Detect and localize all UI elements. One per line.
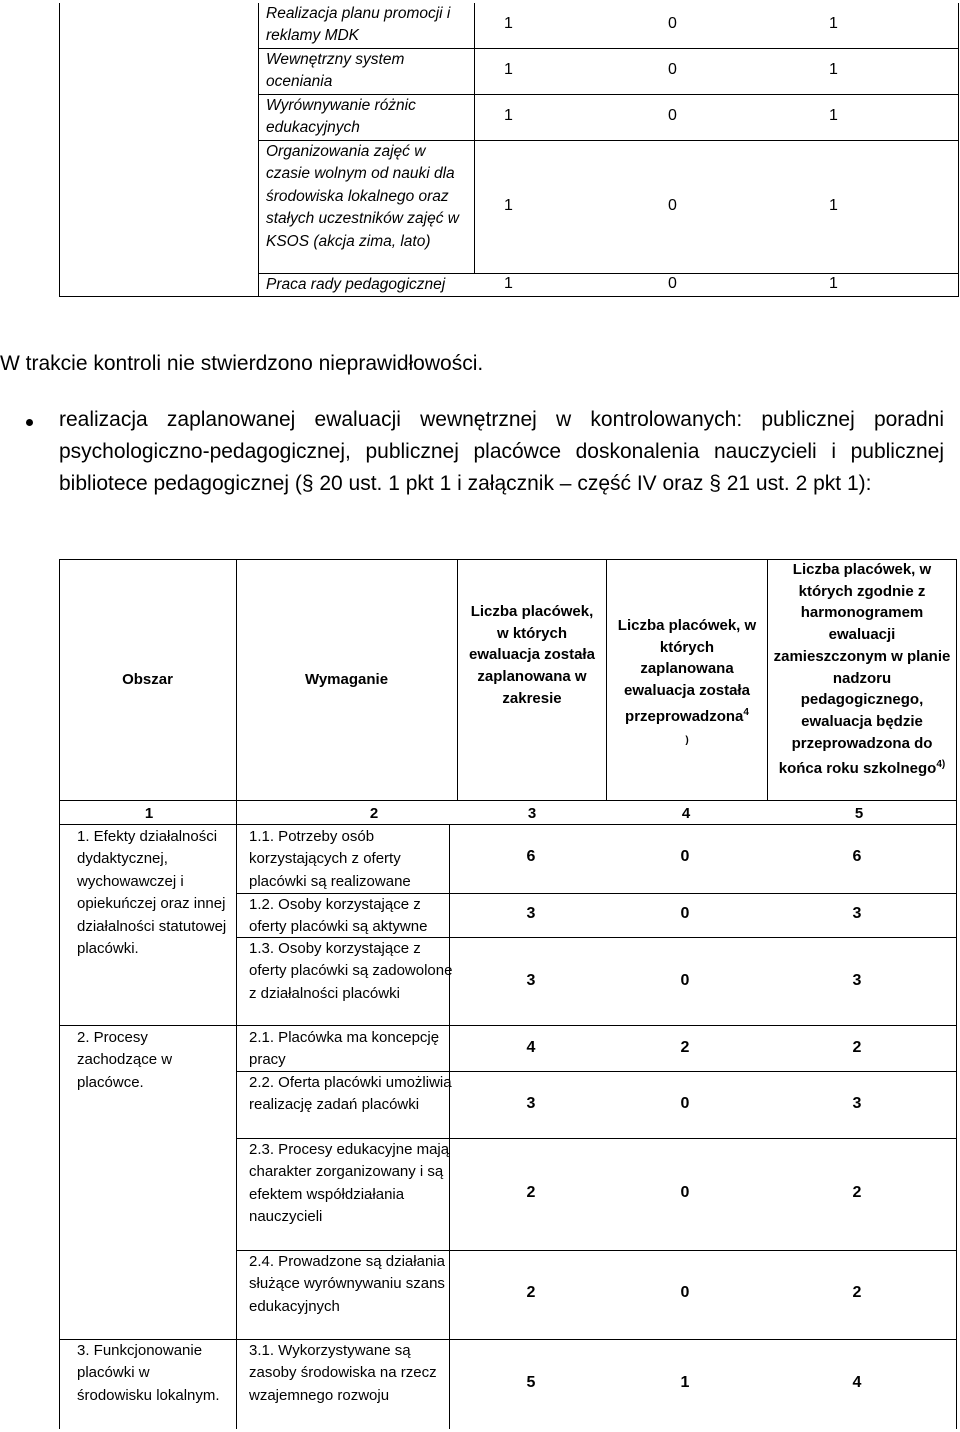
column-number: 1	[144, 805, 154, 822]
value-planned: 6	[526, 848, 536, 865]
top-row-value: 1	[504, 197, 513, 214]
area-cell: 2. Procesy zachodzące w placówce.	[77, 1029, 173, 1091]
top-row-value: 1	[504, 107, 513, 124]
top-row-value: 1	[829, 61, 838, 78]
value-conducted: 0	[680, 1184, 690, 1201]
column-divider	[457, 559, 458, 800]
value-to-conduct: 6	[852, 848, 862, 865]
top-row-label: Organizowania zajęć w czasie wolnym od nauki dla środowiska lokalnego oraz stałych uczestników zajęć w KSOS (akcja zima, lato)	[266, 143, 459, 250]
top-table-row	[259, 141, 958, 274]
value-conducted: 1	[680, 1374, 690, 1391]
footnote-ref: 4)	[936, 759, 946, 771]
value-to-conduct: 2	[852, 1184, 862, 1201]
value-planned: 3	[526, 1095, 536, 1112]
top-row-value: 0	[668, 107, 677, 124]
requirement-cell: 1.1. Potrzeby osób korzystających z oferty placówki są realizowane	[249, 828, 411, 890]
value-to-conduct: 3	[852, 1095, 862, 1112]
row-divider	[59, 824, 957, 825]
bullet-icon	[26, 419, 33, 426]
top-table-row	[259, 3, 958, 48]
area-cell: 3. Funkcjonowanie placówki w środowisku lokalnym.	[77, 1342, 220, 1404]
evaluation-paragraph: realizacja zaplanowanej ewaluacji wewnętrznej w kontrolowanych: publicznej poradni psychologiczno-pedagogicznej, publicznej placówce doskonalenia nauczycieli i publicznej bibliotece pedagogicznej (§ 20 ust. 1 pkt 1 i załącznik – część IV oraz § 21 ust. 2 pkt 1):	[59, 408, 944, 495]
top-row-label: Wyrównywanie różnic edukacyjnych	[266, 97, 416, 137]
top-row-value: 1	[829, 275, 838, 292]
requirement-cell: 2.3. Procesy edukacyjne mają charakter zorganizowany i są efektem współdziałania nauczycieli	[249, 1141, 450, 1226]
top-row-value: 0	[668, 61, 677, 78]
top-evaluation-table	[59, 3, 959, 297]
row-divider	[59, 800, 957, 801]
top-table-row	[259, 274, 958, 296]
value-planned: 4	[526, 1039, 536, 1056]
header-obszar: Obszar	[122, 671, 173, 688]
value-planned: 5	[526, 1374, 536, 1391]
column-divider	[606, 559, 607, 800]
requirement-cell: 2.1. Placówka ma koncepcję pracy	[249, 1029, 440, 1069]
header-wymaganie: Wymaganie	[304, 671, 389, 688]
requirement-cell: 1.2. Osoby korzystające z oferty placówki są aktywne	[249, 896, 428, 936]
top-row-value: 1	[504, 275, 513, 292]
column-number: 3	[527, 805, 537, 822]
header-to-conduct-text: Liczba placówek, w których zgodnie z harmonogramem ewaluacji zamieszczonym w planie nadzoru pedagogicznego, ewaluacja będzie przeprowadzona do końca roku szkolnego	[773, 561, 951, 778]
value-to-conduct: 2	[852, 1284, 862, 1301]
value-conducted: 0	[680, 972, 690, 989]
header-conducted	[612, 615, 762, 751]
value-planned: 3	[526, 972, 536, 989]
value-planned: 2	[526, 1184, 536, 1201]
row-divider	[59, 1025, 237, 1026]
area-cell: 1. Efekty działalności dydaktycznej, wychowawczej i opiekuńczej oraz innej działalności statutowej placówki.	[77, 828, 227, 958]
value-planned: 2	[526, 1284, 536, 1301]
value-conducted: 2	[680, 1039, 690, 1056]
top-row-value: 0	[668, 197, 677, 214]
value-conducted: 0	[680, 905, 690, 922]
top-row-label: Wewnętrzny system oceniania	[266, 51, 405, 91]
value-to-conduct: 2	[852, 1039, 862, 1056]
table-border	[956, 559, 957, 1429]
column-divider	[236, 800, 237, 1429]
evaluation-summary-table	[59, 559, 957, 1429]
control-statement: W trakcie kontroli nie stwierdzono nieprawidłowości.	[0, 352, 484, 375]
top-row-value: 0	[668, 15, 677, 32]
footnote-ref-close: )	[685, 734, 689, 746]
requirement-cell: 2.2. Oferta placówki umożliwia realizację zadań placówki	[249, 1074, 452, 1114]
top-row-value: 1	[829, 15, 838, 32]
value-conducted: 0	[680, 1095, 690, 1112]
column-number: 5	[854, 805, 864, 822]
top-table-row	[259, 95, 958, 140]
column-number: 4	[681, 805, 691, 822]
row-divider	[236, 1025, 957, 1026]
requirement-cell: 2.4. Prowadzone są działania służące wyrównywaniu szans edukacyjnych	[249, 1253, 445, 1315]
value-planned: 3	[526, 905, 536, 922]
top-row-value: 1	[829, 197, 838, 214]
top-table-empty-column	[60, 3, 259, 296]
value-to-conduct: 3	[852, 905, 862, 922]
top-row-label: Praca rady pedagogicznej	[266, 276, 446, 293]
top-row-value: 1	[504, 61, 513, 78]
header-conducted-text: Liczba placówek, w których zaplanowana ewaluacja została przeprowadzona	[617, 617, 757, 725]
column-number: 2	[369, 805, 379, 822]
value-to-conduct: 4	[852, 1374, 862, 1391]
header-to-conduct	[771, 559, 953, 780]
value-to-conduct: 3	[852, 972, 862, 989]
footnote-ref: 4	[743, 706, 749, 718]
table-top-border	[59, 559, 449, 560]
header-planned: Liczba placówek, w których ewaluacja została zaplanowana w zakresie	[469, 603, 595, 707]
top-row-value: 1	[504, 15, 513, 32]
value-conducted: 0	[680, 848, 690, 865]
top-row-value: 0	[668, 275, 677, 292]
row-divider	[59, 1339, 237, 1340]
value-conducted: 0	[680, 1284, 690, 1301]
requirement-cell: 1.3. Osoby korzystające z oferty placówki są zadowolone z działalności placówki	[249, 940, 453, 1002]
top-row-label: Realizacja planu promocji i reklamy MDK	[266, 5, 451, 45]
top-table-row	[259, 49, 958, 94]
requirement-cell: 3.1. Wykorzystywane są zasoby środowiska na rzecz wzajemnego rozwoju	[249, 1342, 437, 1404]
top-row-value: 1	[829, 107, 838, 124]
column-divider	[767, 559, 768, 800]
